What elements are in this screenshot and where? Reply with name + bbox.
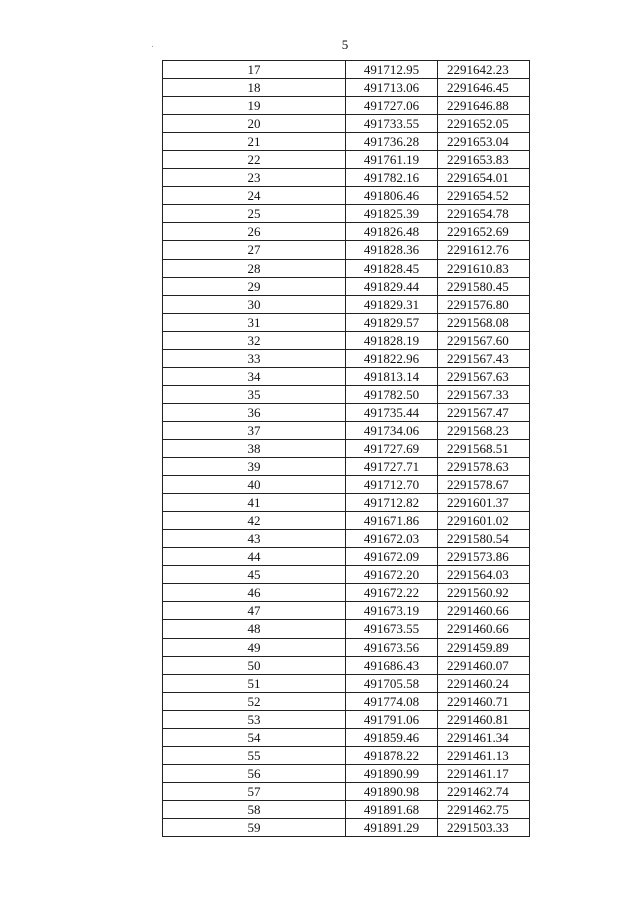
point-number-cell: 34 — [163, 367, 346, 385]
table-row — [163, 61, 530, 79]
point-number-cell: 31 — [163, 313, 346, 331]
point-number-cell: 26 — [163, 223, 346, 241]
x-coordinate-cell: 491727.06 — [346, 97, 438, 115]
x-coordinate-cell: 491828.45 — [346, 259, 438, 277]
point-number-cell: 50 — [163, 656, 346, 674]
table-row — [163, 79, 530, 97]
x-coordinate-cell: 491859.46 — [346, 728, 438, 746]
x-coordinate-cell: 491829.44 — [346, 277, 438, 295]
y-coordinate-cell: 2291568.51 — [438, 439, 530, 457]
table-row — [163, 458, 530, 476]
y-coordinate-cell: 2291460.66 — [438, 602, 530, 620]
point-number-cell: 57 — [163, 782, 346, 800]
table-row — [163, 241, 530, 259]
table-row — [163, 313, 530, 331]
point-number-cell: 58 — [163, 800, 346, 818]
x-coordinate-cell: 491735.44 — [346, 403, 438, 421]
x-coordinate-cell: 491891.29 — [346, 818, 438, 836]
y-coordinate-cell: 2291568.23 — [438, 421, 530, 439]
x-coordinate-cell: 491705.58 — [346, 674, 438, 692]
table-row — [163, 530, 530, 548]
y-coordinate-cell: 2291560.92 — [438, 584, 530, 602]
point-number-cell: 49 — [163, 638, 346, 656]
point-number-cell: 18 — [163, 79, 346, 97]
point-number-cell: 20 — [163, 115, 346, 133]
x-coordinate-cell: 491822.96 — [346, 349, 438, 367]
point-number-cell: 45 — [163, 566, 346, 584]
x-coordinate-cell: 491672.20 — [346, 566, 438, 584]
table-row — [163, 692, 530, 710]
x-coordinate-cell: 491672.22 — [346, 584, 438, 602]
table-row — [163, 367, 530, 385]
table-row — [163, 169, 530, 187]
point-number-cell: 37 — [163, 421, 346, 439]
point-number-cell: 21 — [163, 133, 346, 151]
y-coordinate-cell: 2291460.66 — [438, 620, 530, 638]
x-coordinate-cell: 491890.99 — [346, 764, 438, 782]
y-coordinate-cell: 2291653.04 — [438, 133, 530, 151]
x-coordinate-cell: 491727.69 — [346, 439, 438, 457]
y-coordinate-cell: 2291654.52 — [438, 187, 530, 205]
point-number-cell: 53 — [163, 710, 346, 728]
y-coordinate-cell: 2291578.67 — [438, 476, 530, 494]
table-row — [163, 656, 530, 674]
x-coordinate-cell: 491673.56 — [346, 638, 438, 656]
y-coordinate-cell: 2291646.88 — [438, 97, 530, 115]
y-coordinate-cell: 2291646.45 — [438, 79, 530, 97]
table-row — [163, 295, 530, 313]
x-coordinate-cell: 491890.98 — [346, 782, 438, 800]
x-coordinate-cell: 491806.46 — [346, 187, 438, 205]
y-coordinate-cell: 2291573.86 — [438, 548, 530, 566]
table-row — [163, 385, 530, 403]
page-number: 5 — [341, 37, 349, 52]
table-row — [163, 439, 530, 457]
table-row — [163, 259, 530, 277]
x-coordinate-cell: 491774.08 — [346, 692, 438, 710]
table-row — [163, 403, 530, 421]
y-coordinate-cell: 2291460.07 — [438, 656, 530, 674]
table-row — [163, 476, 530, 494]
table-row — [163, 421, 530, 439]
y-coordinate-cell: 2291459.89 — [438, 638, 530, 656]
point-number-cell: 17 — [163, 61, 346, 79]
scan-speck — [152, 46, 153, 47]
x-coordinate-cell: 491686.43 — [346, 656, 438, 674]
y-coordinate-cell: 2291654.01 — [438, 169, 530, 187]
y-coordinate-cell: 2291567.60 — [438, 331, 530, 349]
table-row — [163, 764, 530, 782]
point-number-cell: 22 — [163, 151, 346, 169]
point-number-cell: 42 — [163, 512, 346, 530]
point-number-cell: 56 — [163, 764, 346, 782]
table-row — [163, 548, 530, 566]
point-number-cell: 55 — [163, 746, 346, 764]
x-coordinate-cell: 491782.50 — [346, 385, 438, 403]
table-row — [163, 782, 530, 800]
x-coordinate-cell: 491712.82 — [346, 494, 438, 512]
y-coordinate-cell: 2291601.02 — [438, 512, 530, 530]
table-row — [163, 331, 530, 349]
y-coordinate-cell: 2291461.17 — [438, 764, 530, 782]
table-row — [163, 620, 530, 638]
point-number-cell: 39 — [163, 458, 346, 476]
x-coordinate-cell: 491736.28 — [346, 133, 438, 151]
y-coordinate-cell: 2291567.43 — [438, 349, 530, 367]
table-row — [163, 638, 530, 656]
point-number-cell: 23 — [163, 169, 346, 187]
point-number-cell: 52 — [163, 692, 346, 710]
point-number-cell: 51 — [163, 674, 346, 692]
table-row — [163, 602, 530, 620]
y-coordinate-cell: 2291578.63 — [438, 458, 530, 476]
point-number-cell: 35 — [163, 385, 346, 403]
point-number-cell: 46 — [163, 584, 346, 602]
table-row — [163, 674, 530, 692]
table-row — [163, 566, 530, 584]
table-row — [163, 187, 530, 205]
x-coordinate-cell: 491673.55 — [346, 620, 438, 638]
table-row — [163, 584, 530, 602]
y-coordinate-cell: 2291564.03 — [438, 566, 530, 584]
y-coordinate-cell: 2291568.08 — [438, 313, 530, 331]
y-coordinate-cell: 2291460.24 — [438, 674, 530, 692]
table-row — [163, 818, 530, 836]
y-coordinate-cell: 2291461.34 — [438, 728, 530, 746]
x-coordinate-cell: 491734.06 — [346, 421, 438, 439]
table-row — [163, 494, 530, 512]
y-coordinate-cell: 2291567.63 — [438, 367, 530, 385]
y-coordinate-cell: 2291580.45 — [438, 277, 530, 295]
x-coordinate-cell: 491761.19 — [346, 151, 438, 169]
coordinates-table-body — [163, 61, 530, 837]
table-row — [163, 800, 530, 818]
y-coordinate-cell: 2291460.71 — [438, 692, 530, 710]
table-row — [163, 349, 530, 367]
point-number-cell: 38 — [163, 439, 346, 457]
x-coordinate-cell: 491825.39 — [346, 205, 438, 223]
x-coordinate-cell: 491672.03 — [346, 530, 438, 548]
point-number-cell: 41 — [163, 494, 346, 512]
table-row — [163, 133, 530, 151]
point-number-cell: 59 — [163, 818, 346, 836]
point-number-cell: 30 — [163, 295, 346, 313]
point-number-cell: 40 — [163, 476, 346, 494]
x-coordinate-cell: 491733.55 — [346, 115, 438, 133]
point-number-cell: 43 — [163, 530, 346, 548]
x-coordinate-cell: 491713.06 — [346, 79, 438, 97]
point-number-cell: 44 — [163, 548, 346, 566]
point-number-cell: 54 — [163, 728, 346, 746]
point-number-cell: 29 — [163, 277, 346, 295]
y-coordinate-cell: 2291460.81 — [438, 710, 530, 728]
point-number-cell: 47 — [163, 602, 346, 620]
point-number-cell: 25 — [163, 205, 346, 223]
x-coordinate-cell: 491828.36 — [346, 241, 438, 259]
y-coordinate-cell: 2291654.78 — [438, 205, 530, 223]
y-coordinate-cell: 2291567.33 — [438, 385, 530, 403]
point-number-cell: 19 — [163, 97, 346, 115]
y-coordinate-cell: 2291503.33 — [438, 818, 530, 836]
point-number-cell: 36 — [163, 403, 346, 421]
x-coordinate-cell: 491829.31 — [346, 295, 438, 313]
y-coordinate-cell: 2291462.75 — [438, 800, 530, 818]
table-row — [163, 746, 530, 764]
point-number-cell: 33 — [163, 349, 346, 367]
y-coordinate-cell: 2291601.37 — [438, 494, 530, 512]
y-coordinate-cell: 2291580.54 — [438, 530, 530, 548]
coordinates-table — [162, 60, 530, 837]
x-coordinate-cell: 491891.68 — [346, 800, 438, 818]
y-coordinate-cell: 2291653.83 — [438, 151, 530, 169]
point-number-cell: 32 — [163, 331, 346, 349]
table-row — [163, 710, 530, 728]
table-row — [163, 151, 530, 169]
x-coordinate-cell: 491712.70 — [346, 476, 438, 494]
table-row — [163, 223, 530, 241]
x-coordinate-cell: 491782.16 — [346, 169, 438, 187]
x-coordinate-cell: 491828.19 — [346, 331, 438, 349]
y-coordinate-cell: 2291576.80 — [438, 295, 530, 313]
y-coordinate-cell: 2291610.83 — [438, 259, 530, 277]
y-coordinate-cell: 2291642.23 — [438, 61, 530, 79]
x-coordinate-cell: 491712.95 — [346, 61, 438, 79]
x-coordinate-cell: 491727.71 — [346, 458, 438, 476]
x-coordinate-cell: 491878.22 — [346, 746, 438, 764]
point-number-cell: 48 — [163, 620, 346, 638]
point-number-cell: 28 — [163, 259, 346, 277]
table-row — [163, 97, 530, 115]
table-row — [163, 115, 530, 133]
table-row — [163, 728, 530, 746]
x-coordinate-cell: 491673.19 — [346, 602, 438, 620]
point-number-cell: 24 — [163, 187, 346, 205]
x-coordinate-cell: 491829.57 — [346, 313, 438, 331]
table-row — [163, 205, 530, 223]
x-coordinate-cell: 491672.09 — [346, 548, 438, 566]
table-row — [163, 512, 530, 530]
y-coordinate-cell: 2291612.76 — [438, 241, 530, 259]
y-coordinate-cell: 2291652.05 — [438, 115, 530, 133]
y-coordinate-cell: 2291461.13 — [438, 746, 530, 764]
x-coordinate-cell: 491813.14 — [346, 367, 438, 385]
table-row — [163, 277, 530, 295]
x-coordinate-cell: 491791.06 — [346, 710, 438, 728]
point-number-cell: 27 — [163, 241, 346, 259]
y-coordinate-cell: 2291567.47 — [438, 403, 530, 421]
x-coordinate-cell: 491826.48 — [346, 223, 438, 241]
x-coordinate-cell: 491671.86 — [346, 512, 438, 530]
y-coordinate-cell: 2291462.74 — [438, 782, 530, 800]
y-coordinate-cell: 2291652.69 — [438, 223, 530, 241]
